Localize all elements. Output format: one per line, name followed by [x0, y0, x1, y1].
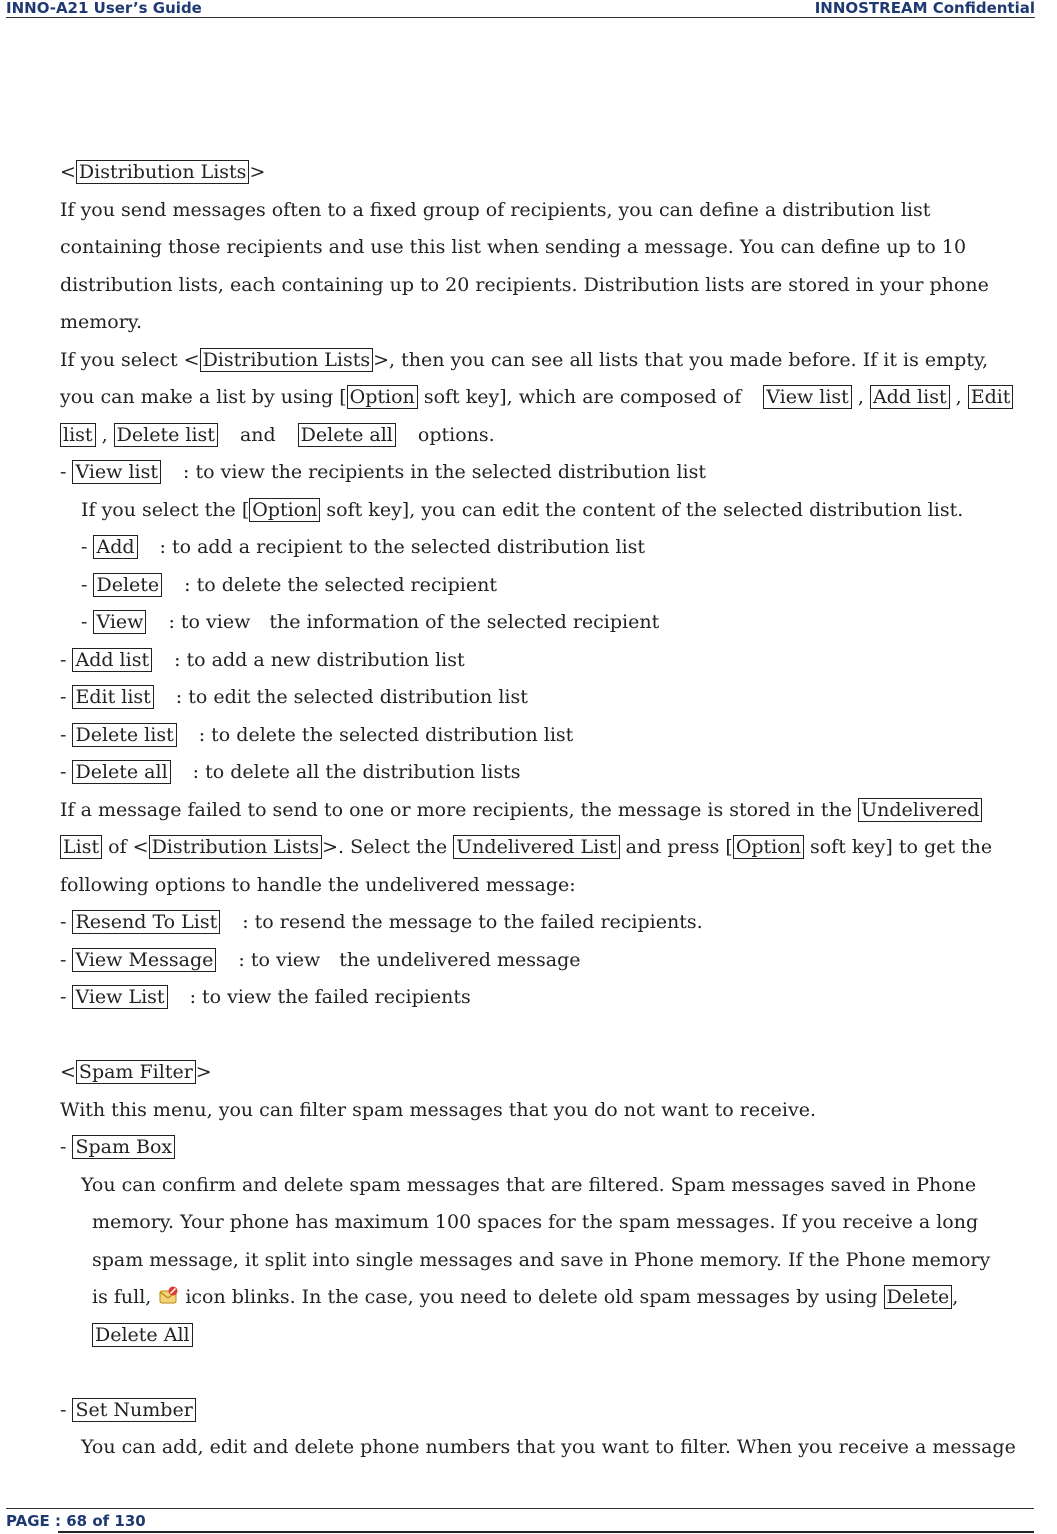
section-heading-spam-filter: < Spam Filter >	[60, 1061, 212, 1083]
add-list-label: Add list	[72, 648, 152, 672]
section-heading-distribution-lists: < Distribution Lists >	[60, 161, 266, 183]
list-item: - Add : to add a recipient to the selected distribution list	[81, 536, 646, 558]
option-key-label: Option	[249, 498, 320, 522]
paragraph-line: spam message, it split into single messages and save in Phone memory. If the Phone memory	[92, 1248, 991, 1271]
paragraph-line: you can make a list by using [ Option soft key], which are composed of View list , Add list , Edit	[60, 379, 1050, 417]
delete-all-label: Delete all	[72, 760, 170, 784]
list-item: - Add list : to add a new distribution list	[60, 648, 465, 671]
list-item: - View List : to view the failed recipients	[60, 986, 471, 1008]
paragraph-line: distribution lists, each containing up to 20 recipients. Distribution lists are stored in your phone	[60, 273, 989, 296]
delete-all-label: Delete All	[92, 1323, 193, 1347]
distribution-lists-label: Distribution Lists	[149, 835, 323, 859]
undelivered-list-label-cont: List	[60, 835, 102, 859]
blank-line	[60, 1017, 1050, 1055]
undelivered-list-label: Undelivered	[858, 798, 982, 822]
paragraph-line: memory. Your phone has maximum 100 spaces for the spam messages. If you receive a long	[92, 1211, 979, 1233]
paragraph-line: You can add, edit and delete phone numbers that you want to filter. When you receive a message	[81, 1436, 1016, 1458]
edit-list-label-cont: list	[60, 423, 96, 447]
set-number-label: Set Number	[72, 1398, 195, 1422]
blank-line	[60, 1354, 1050, 1392]
list-item: - Edit list : to edit the selected distribution list	[60, 686, 528, 708]
list-item: - Delete : to delete the selected recipient	[81, 573, 497, 596]
edit-list-label: Edit	[968, 385, 1014, 409]
option-key-label: Option	[733, 835, 804, 859]
spam-full-icon	[157, 1286, 179, 1306]
header-right-title: INNOSTREAM Confidential	[814, 0, 1035, 17]
footer-rule	[58, 1531, 1034, 1533]
view-list-label: View list	[763, 385, 852, 409]
paragraph-line: If you select < Distribution Lists >, then you can see all lists that you made before. If it is empty,	[60, 348, 989, 371]
paragraph-line: containing those recipients and use this list when sending a message. You can define up to 10	[60, 236, 967, 258]
paragraph-line: If you send messages often to a fixed group of recipients, you can define a distribution list	[60, 198, 931, 221]
list-item: - View list : to view the recipients in the selected distribution list	[60, 461, 706, 483]
paragraph-line	[60, 1317, 1050, 1355]
list-item: - Set Number	[60, 1392, 1050, 1430]
document-body	[60, 154, 1050, 1467]
paragraph-line: is full, icon blinks. In the case, you need to delete old spam messages by using Delete ,	[92, 1286, 959, 1308]
spam-filter-label: Spam Filter	[76, 1060, 196, 1084]
add-list-label: Add list	[870, 385, 950, 409]
delete-label: Delete	[884, 1285, 953, 1309]
list-item: - Delete all : to delete all the distribution lists	[60, 761, 521, 783]
paragraph-line: If you select the [ Option soft key], you can edit the content of the selected distribution list.	[81, 498, 964, 521]
page-header	[6, 0, 1035, 18]
list-item: - View : to view the information of the selected recipient	[81, 611, 660, 633]
list-item: - View Message : to view the undelivered message	[60, 948, 581, 971]
page-footer	[6, 1508, 1034, 1533]
spam-box-label: Spam Box	[72, 1135, 175, 1159]
delete-all-label: Delete all	[298, 423, 396, 447]
resend-to-list-label: Resend To List	[72, 910, 220, 934]
add-label: Add	[93, 535, 137, 559]
delete-list-label: Delete list	[114, 423, 218, 447]
distribution-lists-label: Distribution Lists	[76, 160, 250, 184]
paragraph-line: memory.	[60, 311, 143, 333]
view-message-label: View Message	[72, 948, 216, 972]
delete-label: Delete	[93, 573, 162, 597]
list-item: - Resend To List : to resend the message to the failed recipients.	[60, 911, 703, 933]
view-label: View	[93, 610, 146, 634]
page-number: PAGE : 68 of 130	[6, 1512, 146, 1530]
delete-list-label: Delete list	[72, 723, 176, 747]
paragraph-line: following options to handle the undelivered message:	[60, 873, 576, 896]
paragraph-line: If a message failed to send to one or more recipients, the message is stored in the Undelivered	[60, 792, 1050, 830]
undelivered-list-label: Undelivered List	[453, 835, 619, 859]
option-key-label: Option	[347, 385, 418, 409]
view-list-label: View list	[72, 460, 161, 484]
distribution-lists-label: Distribution Lists	[200, 348, 374, 372]
edit-list-label: Edit list	[72, 685, 153, 709]
header-left-title: INNO-A21 User’s Guide	[6, 0, 202, 17]
view-list-label: View List	[72, 985, 167, 1009]
paragraph-line: With this menu, you can filter spam messages that you do not want to receive.	[60, 1098, 817, 1121]
paragraph-line: List of < Distribution Lists >. Select the Undelivered List and press [ Option soft key] to get the	[60, 829, 1050, 867]
paragraph-line: list , Delete list and Delete all options.	[60, 417, 1050, 455]
list-item: - Delete list : to delete the selected distribution list	[60, 723, 574, 746]
list-item: - Spam Box	[60, 1129, 1050, 1167]
paragraph-line: You can confirm and delete spam messages that are filtered. Spam messages saved in Phone	[81, 1173, 977, 1196]
